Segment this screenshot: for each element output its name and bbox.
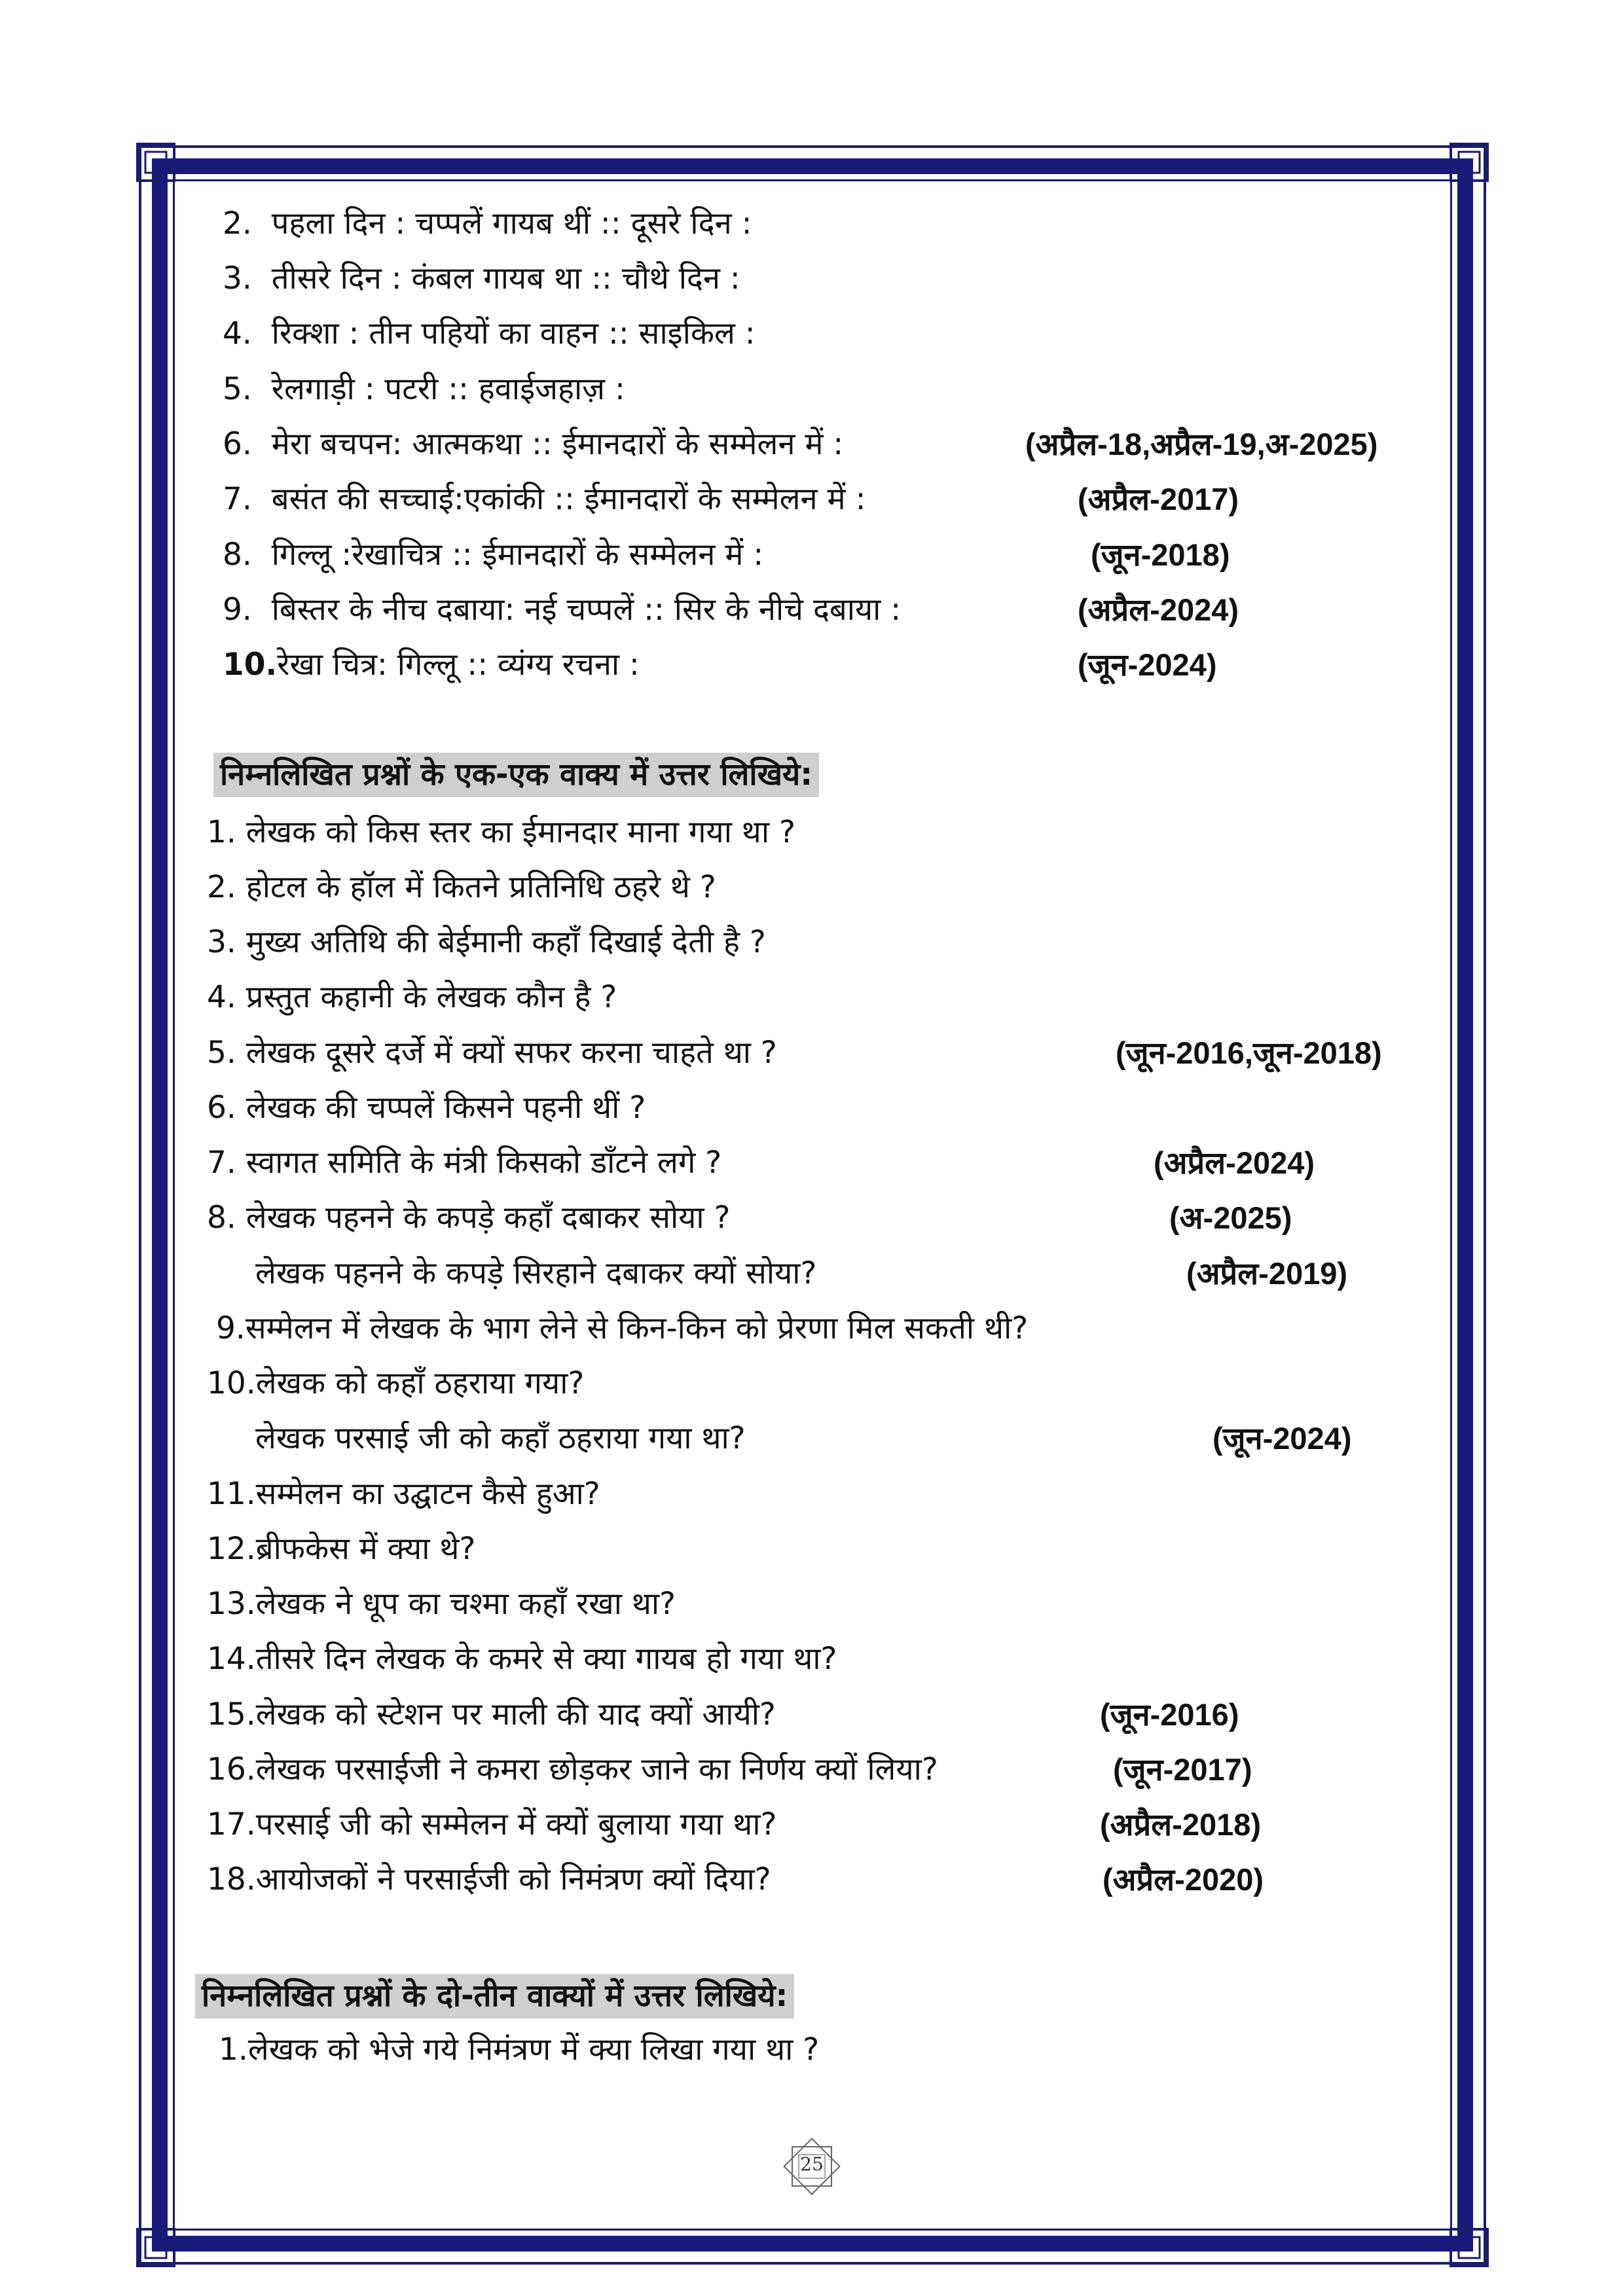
question-item: 5. लेखक दूसरे दर्जे में क्यों सफर करना चाहते था ? [207,1035,777,1071]
question-item: 17.परसाई जी को सम्मेलन में क्यों बुलाया गया था? [207,1806,777,1842]
question-item: 16.लेखक परसाईजी ने कमरा छोड़कर जाने का निर्णय क्यों लिया? [207,1751,938,1787]
exam-year-tag: (अप्रैल-2017) [1078,482,1239,516]
exam-year-tag: (जून-2024) [1213,1421,1352,1456]
question-item: 14.तीसरे दिन लेखक के कमरे से क्या गायब हो गया था? [207,1641,837,1677]
question-item: 7. स्वागत समिति के मंत्री किसको डाँटने लगे ? [207,1145,722,1181]
item-text: रिक्शा : तीन पहियों का वाहन :: साइकिल : [271,315,756,351]
item-text: बिस्तर के नीच दबाया: नई चप्पलें :: सिर के नीचे दबाया : [271,592,902,628]
exam-year-tag: (जून-2016,जून-2018) [1116,1035,1382,1070]
question-item: 11.सम्मेलन का उद्घाटन कैसे हुआ? [207,1476,600,1512]
question-item: लेखक परसाई जी को कहाँ ठहराया गया था? [255,1420,746,1456]
item-number: 6. [223,426,252,462]
item-text: रेखा चित्र: गिल्लू :: व्यंग्य रचना : [277,647,640,683]
item-number: 2. [223,206,252,242]
question-item: 8. लेखक पहनने के कपड़े कहाँ दबाकर सोया ? [207,1200,731,1236]
question-item: 1. लेखक को किस स्तर का ईमानदार माना गया था ? [207,814,795,850]
item-number: 8. [223,537,252,573]
item-text: मेरा बचपन: आत्मकथा :: ईमानदारों के सम्मेलन में : [271,426,844,462]
question-item: 15.लेखक को स्टेशन पर माली की याद क्यों आयी? [207,1696,776,1732]
item-number: 4. [223,315,252,351]
question-item: 1.लेखक को भेजे गये निमंत्रण में क्या लिखा गया था ? [219,2032,820,2068]
corner-ornament-icon [135,2227,177,2269]
question-item: 12.ब्रीफकेस में क्या थे? [207,1531,476,1567]
analogy-item [223,425,843,464]
section-heading-two-three-sentences: निम्नलिखित प्रश्नों के दो-तीन वाक्यों में उत्तर लिखिये: [195,1974,794,2018]
exam-year-tag: (अप्रैल-2018) [1100,1807,1262,1842]
corner-ornament-icon [1448,141,1490,183]
exam-year-tag: (अप्रैल-2024) [1154,1145,1315,1180]
exam-year-tag: (जून-2017) [1113,1752,1252,1787]
question-item: 2. होटल के हॉल में कितने प्रतिनिधि ठहरे थे ? [207,869,716,905]
exam-year-tag: (जून-2018) [1091,537,1230,572]
analogy-item [223,204,752,243]
analogy-item [223,259,740,298]
section-heading-one-sentence: निम्नलिखित प्रश्नों के एक-एक वाक्य में उत्तर लिखिये: [213,753,819,797]
item-number: 5. [223,371,252,407]
analogy-item [223,590,901,630]
analogy-item [223,535,763,575]
question-item: लेखक पहनने के कपड़े सिरहाने दबाकर क्यों सोया? [255,1255,817,1291]
question-item: 6. लेखक की चप्पलें किसने पहनी थीं ? [207,1090,646,1126]
exam-year-tag: (अप्रैल-18,अप्रैल-19,अ-2025) [1025,427,1378,461]
analogy-item [223,480,866,519]
question-item: 4. प्रस्तुत कहानी के लेखक कौन है ? [207,979,617,1015]
question-item: 13.लेखक ने धूप का चश्मा कहाँ रखा था? [207,1586,676,1622]
item-text: गिल्लू :रेखाचित्र :: ईमानदारों के सम्मेलन में : [271,537,764,573]
item-text: रेलगाड़ी : पटरी :: हवाईजहाज़ : [271,371,625,407]
exam-year-tag: (अप्रैल-2019) [1186,1256,1348,1291]
analogy-item [223,645,640,685]
exam-year-tag: (अप्रैल-2020) [1103,1862,1264,1897]
question-item: 9.सम्मेलन में लेखक के भाग लेने से किन-किन को प्रेरणा मिल सकती थी? [216,1310,1029,1346]
corner-ornament-icon [1448,2227,1490,2269]
exam-year-tag: (जून-2016) [1100,1697,1239,1732]
exam-year-tag: (जून-2024) [1078,647,1217,682]
corner-ornament-icon [135,141,177,183]
exam-year-tag: (अप्रैल-2024) [1078,592,1239,627]
exam-year-tag: (अ-2025) [1169,1200,1292,1235]
question-item: 3. मुख्य अतिथि की बेईमानी कहाँ दिखाई देती है ? [207,924,766,960]
item-number: 3. [223,260,252,296]
question-item: 18.आयोजकों ने परसाईजी को निमंत्रण क्यों दिया? [207,1861,771,1897]
item-number: 10. [223,647,278,683]
item-text: तीसरे दिन : कंबल गायब था :: चौथे दिन : [271,260,740,296]
analogy-item [223,370,625,409]
item-text: बसंत की सच्चाई:एकांकी :: ईमानदारों के सम्मेलन में : [271,481,866,517]
question-item: 10.लेखक को कहाँ ठहराया गया? [207,1365,585,1401]
item-number: 7. [223,481,252,517]
analogy-item [223,314,756,353]
page-number: 25 [800,2153,824,2175]
item-number: 9. [223,592,252,628]
item-text: पहला दिन : चप्पलें गायब थीं :: दूसरे दिन : [271,206,752,242]
